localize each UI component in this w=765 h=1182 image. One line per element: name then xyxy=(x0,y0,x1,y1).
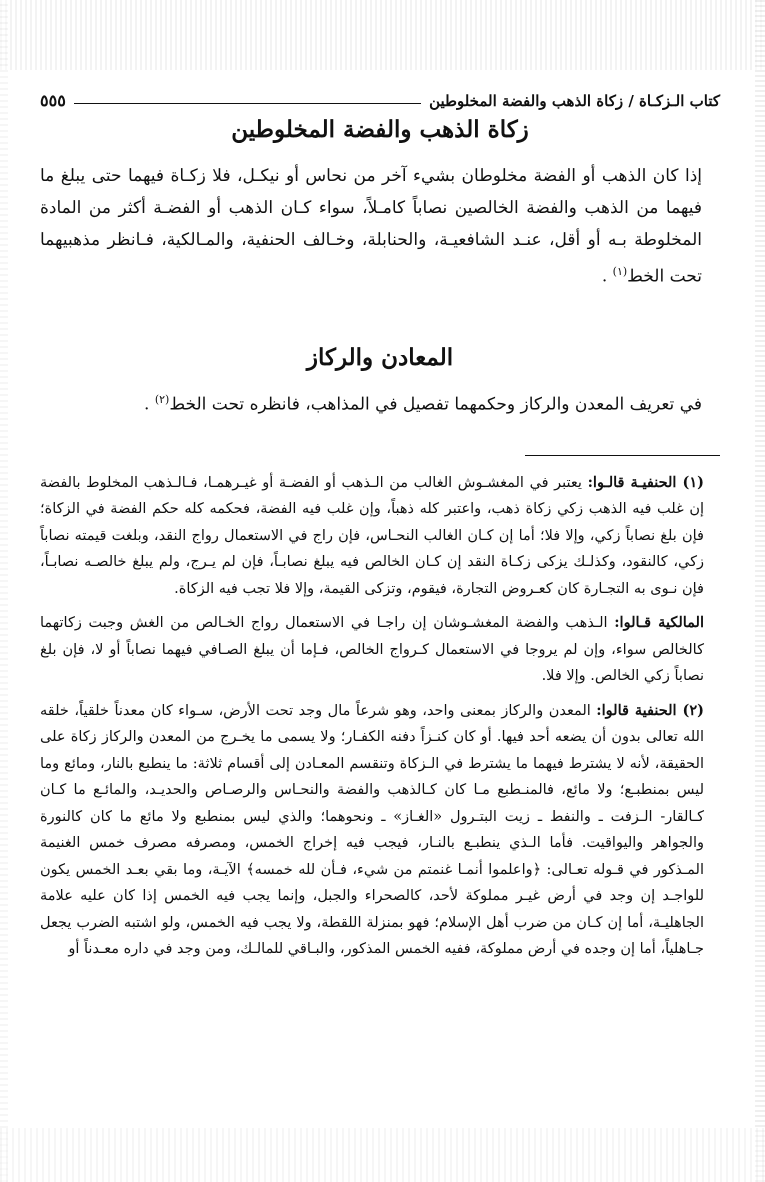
paragraph-text: في تعريف المعدن والركاز وحكمهما تفصيل في المذاهب، فانظره تحت الخط xyxy=(169,394,702,415)
page-number: ٥٥٥ xyxy=(40,91,66,110)
running-header xyxy=(40,84,720,110)
body-paragraph-gold-silver: إذا كان الذهب أو الفضة مخلوطان بشيء آخر من نحاس أو نيكـل، فلا زكـاة فيهما حتى يبلغ ما فيهما من الذهب والفضة الخالصين نصاباً كامـلاً، سواء كـان الذهب أو الفضـة أكثر من المادة المخلوطة بـه أو أقل، عنـد الشافعيـة، والحنابلة، وخـالف الحنفية، والمـالكية، فـانظر مذهبيهما تحت الخط$^{(١)}$ . xyxy=(40,165,702,287)
header-rule xyxy=(74,103,421,104)
body-paragraph-minerals: في تعريف المعدن والركاز وحكمهما تفصيل في المذاهب، فانظره تحت الخط$^{(٢)}$ . xyxy=(144,392,702,415)
footnote-lead: المالكية قـالوا: xyxy=(614,614,705,631)
footnote-ref-1[interactable]: (١) xyxy=(612,264,628,278)
page-border-top xyxy=(0,0,765,70)
footnote-ref-2[interactable]: (٢) xyxy=(154,392,170,406)
footnote-lead: (١) الحنفيـة قالـوا: xyxy=(587,473,704,491)
footnote-maliki-gold xyxy=(40,610,720,690)
running-title: كتاب الـزكـاة / زكاة الذهب والفضة المخلوطين xyxy=(429,92,720,110)
page-border-left xyxy=(0,0,8,1182)
footnote-lead: (٢) الحنفية قالوا: xyxy=(596,701,704,719)
footnote-text: الـذهب والفضة المغشـوشان إن راجـا في الاستعمال رواج الخـالص من الغش وجبت زكاتهما كالخالص سواء، وإن لم يروجا في الاستعمال كـرواج الخالص، فـإما أن يبلغ الصـافي فيهما نصاباً أو لا، فإن بلغ نصاباً زكي الخالص. وإلا فلا. xyxy=(40,615,704,684)
paragraph-text: إذا كان الذهب أو الفضة مخلوطان بشيء آخر من نحاس أو نيكـل، فلا زكـاة فيهما حتى يبلغ ما فيهما من الذهب والفضة الخالصين نصاباً كامـلاً، سواء كـان الذهب أو الفضـة أكثر من المادة المخلوطة بـه أو أقل، عنـد الشافعيـة، والحنابلة، وخـالف الحنفية، والمـالكية، فـانظر مذهبيهما تحت الخط xyxy=(40,165,702,287)
book-page xyxy=(40,84,720,971)
footnote-text: يعتبر في المغشـوش الغالب من الـذهب أو الفضـة أو غيـرهمـا، فـالـذهب المخلوط بالفضة إن غلب فيه الذهب زكي زكاة ذهب، واعتبر كله ذهباً، وإن غلب فيه الفضة، فحكمه كله حكم الفضة في الزكاة؛ فإن بلغ نصاباً زكي، وإلا فلا؛ أما إن كـان الغالب النحـاس، فإن راج في الاستعمال رواج النقد، وبلغت قيمته نصاباً زكي، كالنقود، وكذلـك يزكى زكـاة النقد إن كـان الخالص فيه يبلغ نصابـاً، فإن لم يـرج، ولم يبلغ خالصـه نصابـاً، فإن نـوى به التجـارة كان كعـروض التجارة، فيقوم، وتزكى القيمة، وإلا فلا تجب فيه الزكاة. xyxy=(40,474,704,597)
footnote-hanafi-gold xyxy=(40,470,720,603)
footnotes xyxy=(40,470,720,963)
page-border-right xyxy=(755,0,765,1182)
footnote-hanafi-minerals xyxy=(40,698,720,963)
footnote-separator xyxy=(525,455,720,456)
page-border-bottom xyxy=(0,1128,765,1182)
footnote-text: المعدن والركاز بمعنى واحد، وهو شرعاً مال وجد تحت الأرض، سـواء كان معدناً خلقياً، خلقه الله تعالى بدون أن يضعه أحد فيها. أو كان كنـزاً دفنه الكفـار؛ ولا يسمى ما يخـرج من المعدن والركاز زكاة على الحقيقة، لأنه لا يشترط فيهما ما يشترط في الـزكاة وتنقسم المعـادن إلى أقسام ثلاثة: ما ينطبع بالنار، ومائع وما ليس بمنطبـع؛ ولا مائع، فالمنـطبع مـا كان كـالذهب والفضة والنحـاس والرصـاص والحديـد، والمائـع ما كـان كـالقار- الـزفت ـ والنفط ـ زيت البتـرول «الغـاز» ـ ونحوهما؛ والذي ليس بمنطبع ولا مائع ما كان كالنورة والجواهر واليواقيت. فأما الـذي ينطبـع بالنـار، فيجب فيه إخراج الخمس، ومصرفه مصرف خمس الغنيمة المـذكور في قـوله تعـالى: ﴿واعلموا أنمـا غنمتم من شيء، فـأن لله خمسه﴾ الآيـة، وما بقي بعـد الخمس يكون للواجـد إن وجد في أرض غيـر مملوكة لأحد، كالصحراء والجبل، وإنما يجب فيه الخمس إذا كان عليه علامة الجاهليـة، أما إن كـان من ضرب أهل الإسلام؛ فهو بمنزلة اللقطة، ولا يجب فيه الخمس، ولو اشتبه الضرب يجعل جـاهلياً، أما إن وجده في أرض مملوكة، ففيه الخمس المذكور، والبـاقي للمالـك، ومن وجد في داره معـدناً أو xyxy=(40,702,704,957)
section-title-minerals: المعادن والركاز xyxy=(306,344,454,372)
section-title-gold-silver: زكاة الذهب والفضة المخلوطين xyxy=(231,116,529,143)
